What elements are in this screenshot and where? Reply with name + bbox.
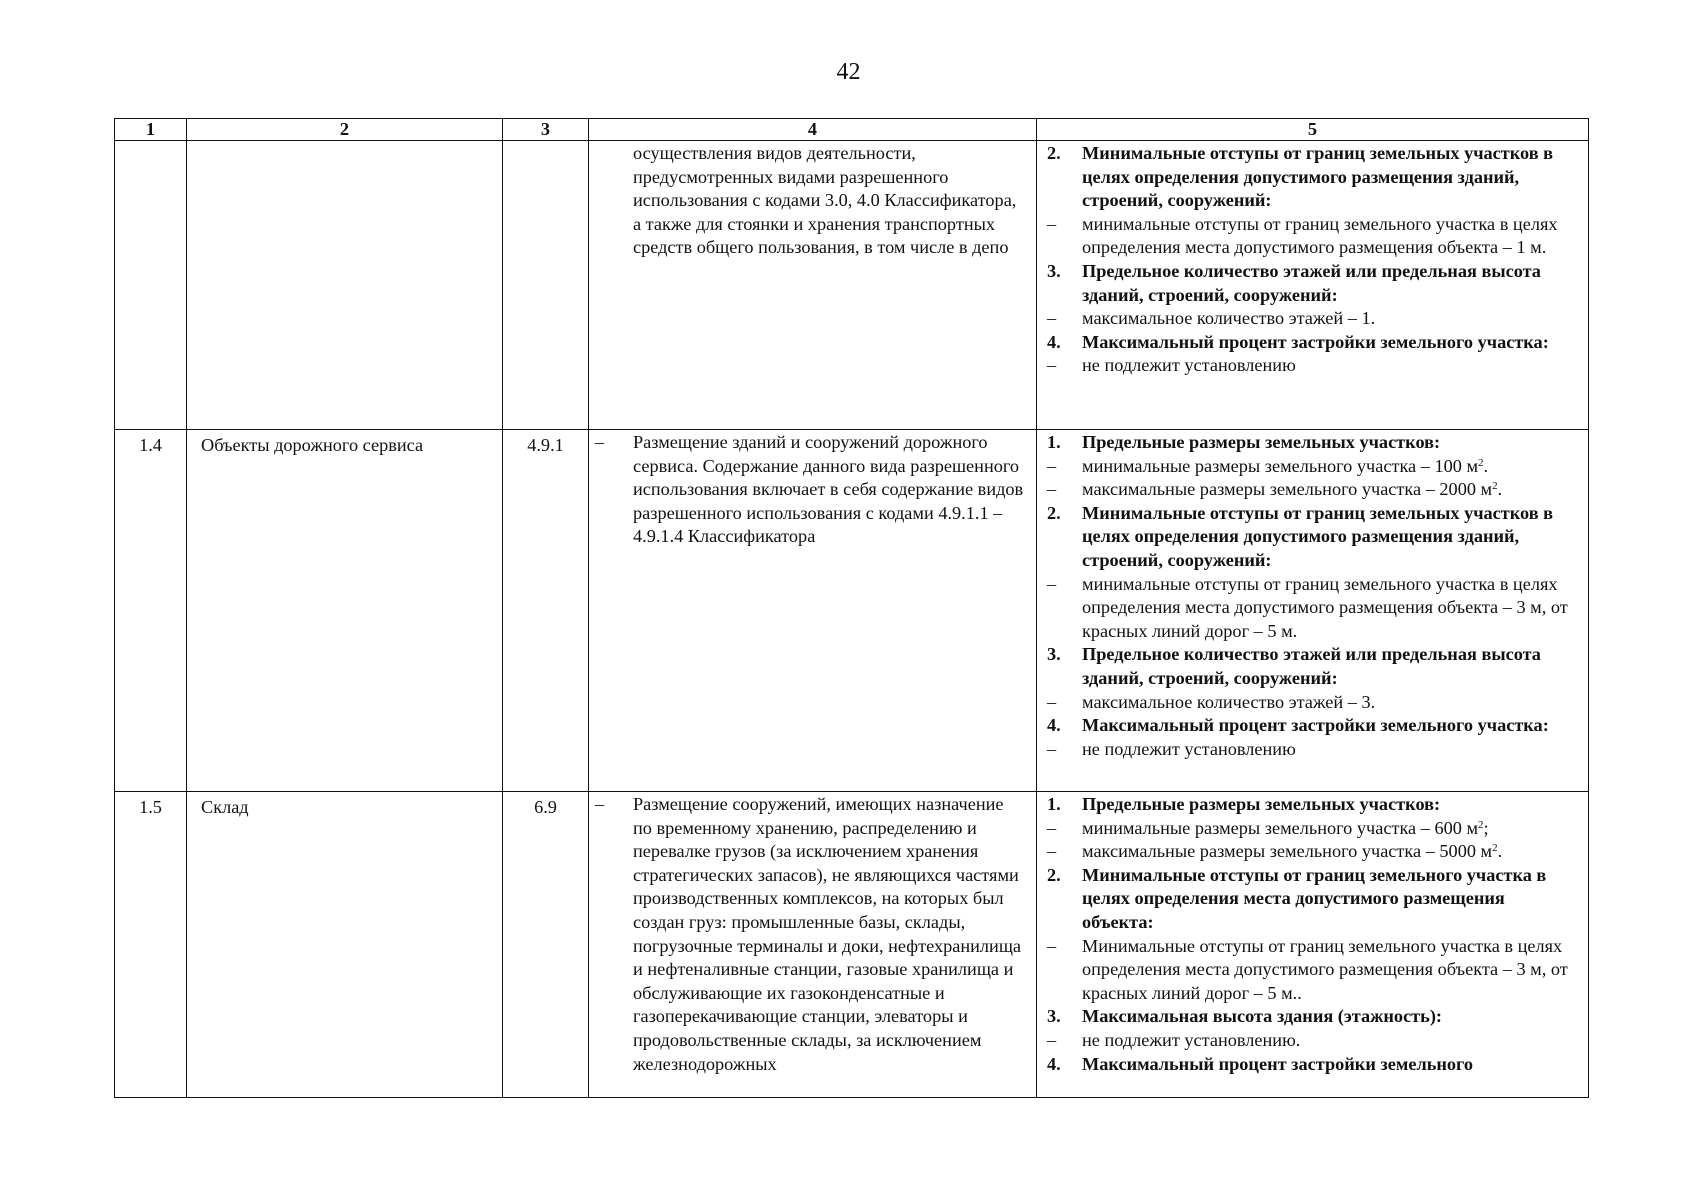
param-heading [1037, 793, 1580, 817]
description-line [589, 793, 1024, 1076]
header-col-3: 3 [503, 119, 589, 141]
dash-marker: – [1047, 573, 1057, 594]
param-item [1037, 817, 1580, 841]
dash-marker: – [1047, 308, 1057, 329]
use-name [187, 141, 503, 430]
param-item [1037, 1029, 1580, 1053]
param-heading-text: Предельные размеры земельных участков: [1082, 432, 1441, 452]
param-heading [1037, 714, 1580, 738]
param-number: 2. [1047, 502, 1061, 523]
param-item-text: не подлежит установлению. [1082, 1029, 1301, 1050]
param-heading-text: Максимальный процент застройки земельного участка: [1082, 331, 1549, 352]
param-heading-text: Минимальные отступы от границ земельных участков в целях определения допустимого размещения зданий, строений, сооружений: [1082, 143, 1554, 211]
param-number: 4. [1047, 715, 1061, 736]
param-item [1037, 840, 1580, 864]
table-row [115, 430, 1589, 792]
dash-marker: – [595, 432, 605, 452]
superscript: 2 [1492, 842, 1498, 855]
use-name: Объекты дорожного сервиса [187, 430, 503, 792]
dash-marker: – [1047, 1029, 1057, 1050]
param-heading [1037, 1053, 1580, 1077]
param-item [1037, 307, 1580, 331]
param-item [1037, 455, 1580, 479]
table-header-row [115, 119, 1589, 141]
param-heading [1037, 431, 1580, 455]
dash-marker: – [1047, 817, 1057, 838]
param-heading [1037, 260, 1580, 307]
dash-marker: – [1047, 935, 1057, 956]
param-item [1037, 691, 1580, 715]
param-item-text: минимальные отступы от границ земельного участка в целях определения места допустимого размещения объекта – 3 м, от красных линий дорог – 5 м. [1082, 573, 1568, 641]
dash-marker: – [1047, 691, 1057, 712]
description-text: осуществления видов деятельности, предусмотренных видами разрешенного использования с кодами 3.0, 4.0 Классификатора, а также для стоянки и хранения транспортных средств общего пользования, в том числе в депо [633, 143, 1017, 258]
param-number: 1. [1047, 794, 1061, 814]
param-item-text: не подлежит установлению [1082, 355, 1296, 376]
param-number: 3. [1047, 260, 1061, 281]
param-heading [1037, 864, 1580, 935]
param-heading [1037, 142, 1580, 213]
param-item-text: Минимальные отступы от границ земельного участка в целях определения места допустимого размещения объекта – 3 м, от красных линий дорог – 5 м.. [1082, 935, 1568, 1003]
param-item-text: минимальные размеры земельного участка – 100 $м^2$. [1082, 455, 1489, 476]
row-number: 1.5 [115, 792, 187, 1098]
param-item-text: максимальное количество этажей – 1. [1082, 308, 1376, 329]
param-number: 1. [1047, 432, 1061, 452]
description-line [589, 431, 1024, 549]
dash-marker: – [1047, 455, 1057, 476]
header-col-4: 4 [589, 119, 1037, 141]
param-heading [1037, 643, 1580, 690]
superscript: 2 [1478, 456, 1484, 469]
param-item [1037, 213, 1580, 260]
param-item [1037, 935, 1580, 1006]
param-heading-text: Предельное количество этажей или предельная высота зданий, строений, сооружений: [1082, 260, 1541, 305]
table-row [115, 792, 1589, 1098]
dash-marker: – [1047, 738, 1057, 759]
param-item [1037, 738, 1580, 762]
description-text: Размещение зданий и сооружений дорожного сервиса. Содержание данного вида разрешенного использования включает в себя содержание видов разрешенного использования с кодами 4.9.1.1 – 4.9.1.4 Классификатора [633, 432, 1024, 547]
parameters-cell [1037, 792, 1589, 1098]
param-item-text: максимальные размеры земельного участка – 5000 $м^2$. [1082, 841, 1503, 862]
dash-marker: – [1047, 213, 1057, 234]
use-description [589, 430, 1037, 792]
param-item-text: минимальные размеры земельного участка – 600 $м^2$; [1082, 817, 1489, 838]
page-number: 42 [836, 59, 861, 85]
param-heading-text: Максимальный процент застройки земельного участка: [1082, 715, 1549, 736]
description-text: Размещение сооружений, имеющих назначение по временному хранению, распределению и перевалке грузов (за исключением хранения стратегических запасов), не являющихся частями производственных комплексов, на которых был создан груз: промышленные базы, склады, погрузочные терминалы и доки, нефтехранилища и нефтеналивные станции, газовые хранилища и обслуживающие их газоконденсатные и газоперекачивающие станции, элеваторы и продовольственные склады, за исключением железнодорожных [633, 794, 1022, 1074]
dash-marker: – [1047, 479, 1057, 500]
table-row [115, 141, 1589, 430]
param-number: 4. [1047, 1053, 1061, 1074]
header-col-1: 1 [115, 119, 187, 141]
param-item-text: максимальное количество этажей – 3. [1082, 691, 1376, 712]
superscript: 2 [1478, 818, 1484, 831]
param-heading [1037, 1005, 1580, 1029]
superscript: 2 [1492, 480, 1498, 493]
parameters-cell [1037, 430, 1589, 792]
use-code: 4.9.1 [503, 430, 589, 792]
dash-marker: – [1047, 841, 1057, 862]
param-item [1037, 478, 1580, 502]
use-name: Склад [187, 792, 503, 1098]
param-heading-text: Предельные размеры земельных участков: [1082, 794, 1441, 814]
param-number: 3. [1047, 644, 1061, 665]
param-number: 3. [1047, 1006, 1061, 1027]
param-number: 2. [1047, 143, 1061, 163]
param-item-text: не подлежит установлению [1082, 738, 1296, 759]
param-heading-text: Минимальные отступы от границ земельных участков в целях определения допустимого размещения зданий, строений, сооружений: [1082, 502, 1554, 570]
param-heading-text: Максимальный процент застройки земельного [1082, 1053, 1474, 1074]
param-item [1037, 354, 1580, 378]
row-number: 1.4 [115, 430, 187, 792]
param-number: 2. [1047, 864, 1061, 885]
use-code: 6.9 [503, 792, 589, 1098]
param-heading-text: Предельное количество этажей или предельная высота зданий, строений, сооружений: [1082, 644, 1541, 688]
param-heading [1037, 502, 1580, 573]
header-col-5: 5 [1037, 119, 1589, 141]
use-code [503, 141, 589, 430]
header-col-2: 2 [187, 119, 503, 141]
param-item [1037, 573, 1580, 644]
param-item-text: максимальные размеры земельного участка – 2000 $м^2$. [1082, 479, 1503, 500]
parameters-cell [1037, 141, 1589, 430]
dash-marker: – [1047, 355, 1057, 376]
regulations-table [114, 118, 1589, 1098]
param-heading [1037, 331, 1580, 355]
row-number [115, 141, 187, 430]
param-heading-text: Минимальные отступы от границ земельного участка в целях определения места допустимого размещения объекта: [1082, 864, 1547, 932]
use-description [589, 792, 1037, 1098]
param-heading-text: Максимальная высота здания (этажность): [1082, 1006, 1443, 1027]
dash-marker: – [595, 794, 605, 814]
use-description [589, 141, 1037, 430]
param-number: 4. [1047, 331, 1061, 352]
param-item-text: минимальные отступы от границ земельного участка в целях определения места допустимого размещения объекта – 1 м. [1082, 213, 1558, 258]
